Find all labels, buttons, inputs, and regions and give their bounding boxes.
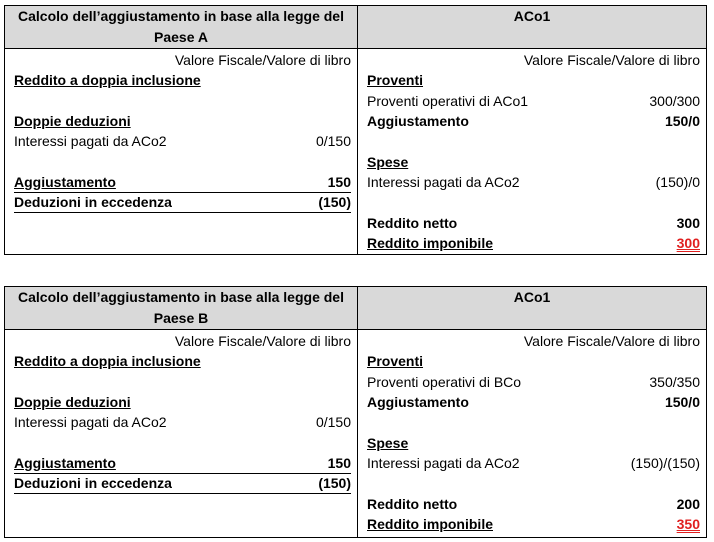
reddito-doppia-label: Reddito a doppia inclusione [14, 72, 201, 88]
reddito-netto-value: 300 [676, 215, 700, 231]
spese-label: Spese [367, 435, 409, 451]
deduzioni-row [14, 473, 351, 493]
aggiustamento-label: Aggiustamento [14, 455, 116, 471]
deduzioni-value: (150) [318, 475, 351, 491]
interessi-value: 0/150 [315, 133, 351, 149]
right-subheader: Valore Fiscale/Valore di libro [523, 333, 700, 349]
reddito-doppia-row [14, 70, 351, 90]
proventi-row [367, 70, 700, 90]
proventi-operativi-label: Proventi operativi di ACo1 [367, 93, 529, 109]
left-column-header: Calcolo dell’aggiustamento in base alla legge del Paese A [18, 8, 344, 45]
reddito-doppia-label: Reddito a doppia inclusione [14, 353, 201, 369]
proventi-row [367, 351, 700, 371]
interessi-row [14, 412, 351, 432]
right-interessi-row [367, 453, 700, 473]
interessi-row [14, 131, 351, 151]
reddito-netto-label: Reddito netto [367, 496, 458, 512]
proventi-label: Proventi [367, 353, 424, 369]
interessi-label: Interessi pagati da ACo2 [14, 133, 167, 149]
right-interessi-label: Interessi pagati da ACo2 [367, 174, 520, 190]
interessi-value: 0/150 [315, 414, 351, 430]
right-aggiustamento-row [367, 392, 700, 412]
reddito-imponibile-label: Reddito imponibile [367, 516, 493, 532]
proventi-operativi-row [367, 91, 700, 111]
right-subheader-row [367, 50, 700, 70]
deduzioni-label: Deduzioni in eccedenza [14, 194, 172, 210]
aggiustamento-value: 150 [327, 455, 351, 471]
left-column-header: Calcolo dell’aggiustamento in base alla legge del Paese B [18, 289, 344, 326]
right-subheader-row [367, 331, 700, 351]
reddito-imponibile-row [367, 233, 700, 253]
proventi-label: Proventi [367, 72, 424, 88]
proventi-operativi-row [367, 372, 700, 392]
left-subheader-row [14, 50, 351, 70]
reddito-netto-value: 200 [676, 496, 700, 512]
doppie-deduzioni-label: Doppie deduzioni [14, 394, 131, 410]
spese-label: Spese [367, 154, 409, 170]
aggiustamento-row [14, 453, 351, 473]
right-subheader: Valore Fiscale/Valore di libro [523, 52, 700, 68]
interessi-label: Interessi pagati da ACo2 [14, 414, 167, 430]
proventi-operativi-value: 350/350 [649, 374, 700, 390]
spese-row [367, 152, 700, 172]
reddito-imponibile-label: Reddito imponibile [367, 235, 493, 251]
spese-row [367, 433, 700, 453]
reddito-imponibile-value: 350 [676, 516, 700, 532]
reddito-netto-row [367, 213, 700, 233]
row-rule [14, 493, 351, 494]
reddito-netto-label: Reddito netto [367, 215, 458, 231]
reddito-imponibile-row [367, 514, 700, 534]
right-aggiustamento-value: 150/0 [664, 113, 700, 129]
right-column-header: ACo1 [513, 8, 551, 24]
right-aggiustamento-label: Aggiustamento [367, 113, 469, 129]
right-aggiustamento-row [367, 111, 700, 131]
deduzioni-label: Deduzioni in eccedenza [14, 475, 172, 491]
aggiustamento-row [14, 172, 351, 192]
left-subheader-row [14, 331, 351, 351]
right-column-header: ACo1 [513, 289, 551, 305]
deduzioni-value: (150) [318, 194, 351, 210]
reddito-netto-row [367, 494, 700, 514]
right-interessi-value: (150)/(150) [630, 455, 700, 471]
left-subheader: Valore Fiscale/Valore di libro [174, 52, 351, 68]
right-aggiustamento-value: 150/0 [664, 394, 700, 410]
proventi-operativi-label: Proventi operativi di BCo [367, 374, 522, 390]
row-rule [14, 212, 351, 213]
right-aggiustamento-label: Aggiustamento [367, 394, 469, 410]
adjustment-table-country-b [4, 286, 707, 538]
left-subheader: Valore Fiscale/Valore di libro [174, 333, 351, 349]
right-interessi-row [367, 172, 700, 192]
proventi-operativi-value: 300/300 [649, 93, 700, 109]
doppie-deduzioni-label: Doppie deduzioni [14, 113, 131, 129]
right-interessi-label: Interessi pagati da ACo2 [367, 455, 520, 471]
doppie-deduzioni-row [14, 111, 351, 131]
aggiustamento-value: 150 [327, 174, 351, 190]
reddito-imponibile-value: 300 [676, 235, 700, 251]
reddito-doppia-row [14, 351, 351, 371]
aggiustamento-label: Aggiustamento [14, 174, 116, 190]
right-interessi-value: (150)/0 [655, 174, 700, 190]
adjustment-table-country-a [4, 5, 707, 255]
doppie-deduzioni-row [14, 392, 351, 412]
deduzioni-row [14, 192, 351, 212]
